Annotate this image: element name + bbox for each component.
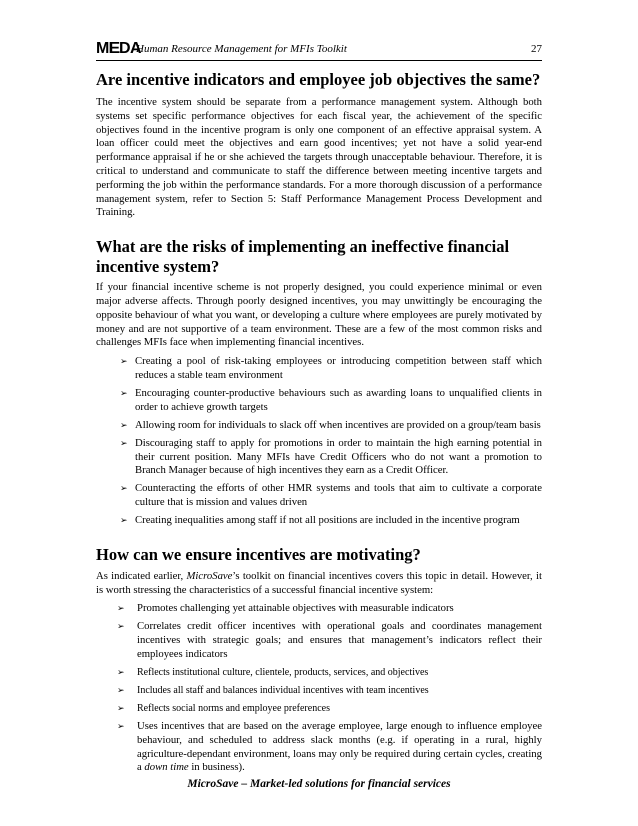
arrow-bullet-icon: ➢ — [117, 621, 125, 632]
meda-logo — [96, 40, 141, 58]
list-item: ➢ Reflects social norms and employee preferences — [117, 702, 330, 714]
arrow-bullet-icon: ➢ — [120, 419, 128, 430]
arrow-bullet-icon: ➢ — [120, 483, 128, 494]
arrow-bullet-icon: ➢ — [117, 720, 125, 731]
page-header — [96, 40, 542, 61]
section-incentive-indicators — [96, 70, 542, 220]
risks-list — [96, 355, 542, 528]
arrow-bullet-icon: ➢ — [120, 515, 128, 526]
list-item: ➢ Discouraging staff to apply for promotions in order to maintain the high earning potential in their current position. Many MFIs have Credit Officers who do not want a promotion to Branch Manager because of high incentives they earn as a Credit Officer. — [120, 436, 542, 477]
section-heading: Are incentive indicators and employee job objectives the same? — [96, 70, 541, 89]
list-item: ➢ Creating inequalities among staff if not all positions are included in the incentive program — [120, 514, 520, 527]
logo-part: E — [108, 40, 120, 57]
list-item: ➢ Creating a pool of risk-taking employees or introducing competition between staff which reduces a stable team environment — [120, 355, 542, 381]
list-item: ➢ Encouraging counter-productive behaviours such as awarding loans to unqualified clients in order to achieve growth targets — [120, 386, 542, 413]
page-content — [96, 70, 542, 779]
list-item: ➢ Uses incentives that are based on the average employee, large enough to influence employee behaviour, and scheduled to address slack months (e.g. if operating in a rural, highly agriculture-dependant environment, loans may only be required during certain cycles, creating a down time in business). — [117, 719, 542, 774]
section-risks — [96, 237, 542, 528]
list-item: ➢ Includes all staff and balances individual incentives with team incentives — [117, 685, 429, 696]
list-item: ➢ Correlates credit officer incentives with operational goals and coordinates management incentives with strategic goals; and ensures that management’s indicators reflect their employees indicators — [117, 620, 542, 661]
page-number: 27 — [531, 43, 542, 55]
arrow-bullet-icon: ➢ — [117, 685, 125, 695]
section-motivating — [96, 545, 542, 775]
arrow-bullet-icon: ➢ — [120, 356, 128, 367]
section-heading: How can we ensure incentives are motivating? — [96, 544, 421, 564]
list-item: ➢ Promotes challenging yet attainable objectives with measurable indicators — [117, 602, 454, 615]
logo-part: DA — [119, 40, 142, 57]
logo-part: M — [96, 40, 109, 57]
list-item: ➢ Counteracting the efforts of other HMR systems and tools that aim to cultivate a corporate culture that is mission and values driven — [120, 482, 542, 509]
arrow-bullet-icon: ➢ — [120, 387, 128, 398]
section-paragraph: The incentive system should be separate from a performance management system. Although both systems set specific performance objectives for each fiscal year, the achievement of the specific objectives found in the incentive program is only one component of an effective appraisal system. A loan officer could meet the objectives and earn good incentives; yet not have a solid year-end performance appraisal if he or she achieved the targets through unacceptable behaviour. Therefore, it is critical to understand and communicate to staff the difference between meeting incentive targets and performing the job within the performance standards. For a more thorough discussion of a performance management system, refer to Section 5: Staff Performance Management Process Development and Training. — [96, 96, 542, 219]
list-item: ➢ Reflects institutional culture, clientele, products, services, and objectives — [117, 667, 429, 679]
list-item: ➢ Allowing room for individuals to slack off when incentives are provided on a group/team basis — [120, 418, 541, 431]
arrow-bullet-icon: ➢ — [117, 667, 125, 678]
section-heading: What are the risks of implementing an ineffective financial incentive system? — [96, 237, 510, 277]
section-paragraph: If your financial incentive scheme is not properly designed, you could experience minimal or even major adverse affects. Through poorly designed incentives, you may unwittingly be encouraging the opposite behaviour of what you want, or developing a culture where employees are purely motivated by money and are not supportive of a team environment. These are a few of the most common risks and challenges MFIs face when implementing financial incentives. — [96, 281, 542, 349]
arrow-bullet-icon: ➢ — [117, 702, 125, 713]
page-footer: MicroSave – Market-led solutions for financial services — [187, 778, 451, 790]
section-paragraph: As indicated earlier, MicroSave’s toolkit on financial incentives covers this topic in detail. However, it is worth stressing the characteristics of a successful financial incentive system: — [96, 569, 542, 596]
arrow-bullet-icon: ➢ — [117, 603, 125, 614]
arrow-bullet-icon: ➢ — [120, 437, 128, 448]
brand-name: MicroSave — [186, 569, 233, 582]
header-title: Human Resource Management for MFIs Toolkit — [136, 43, 347, 55]
characteristics-list — [96, 602, 542, 775]
